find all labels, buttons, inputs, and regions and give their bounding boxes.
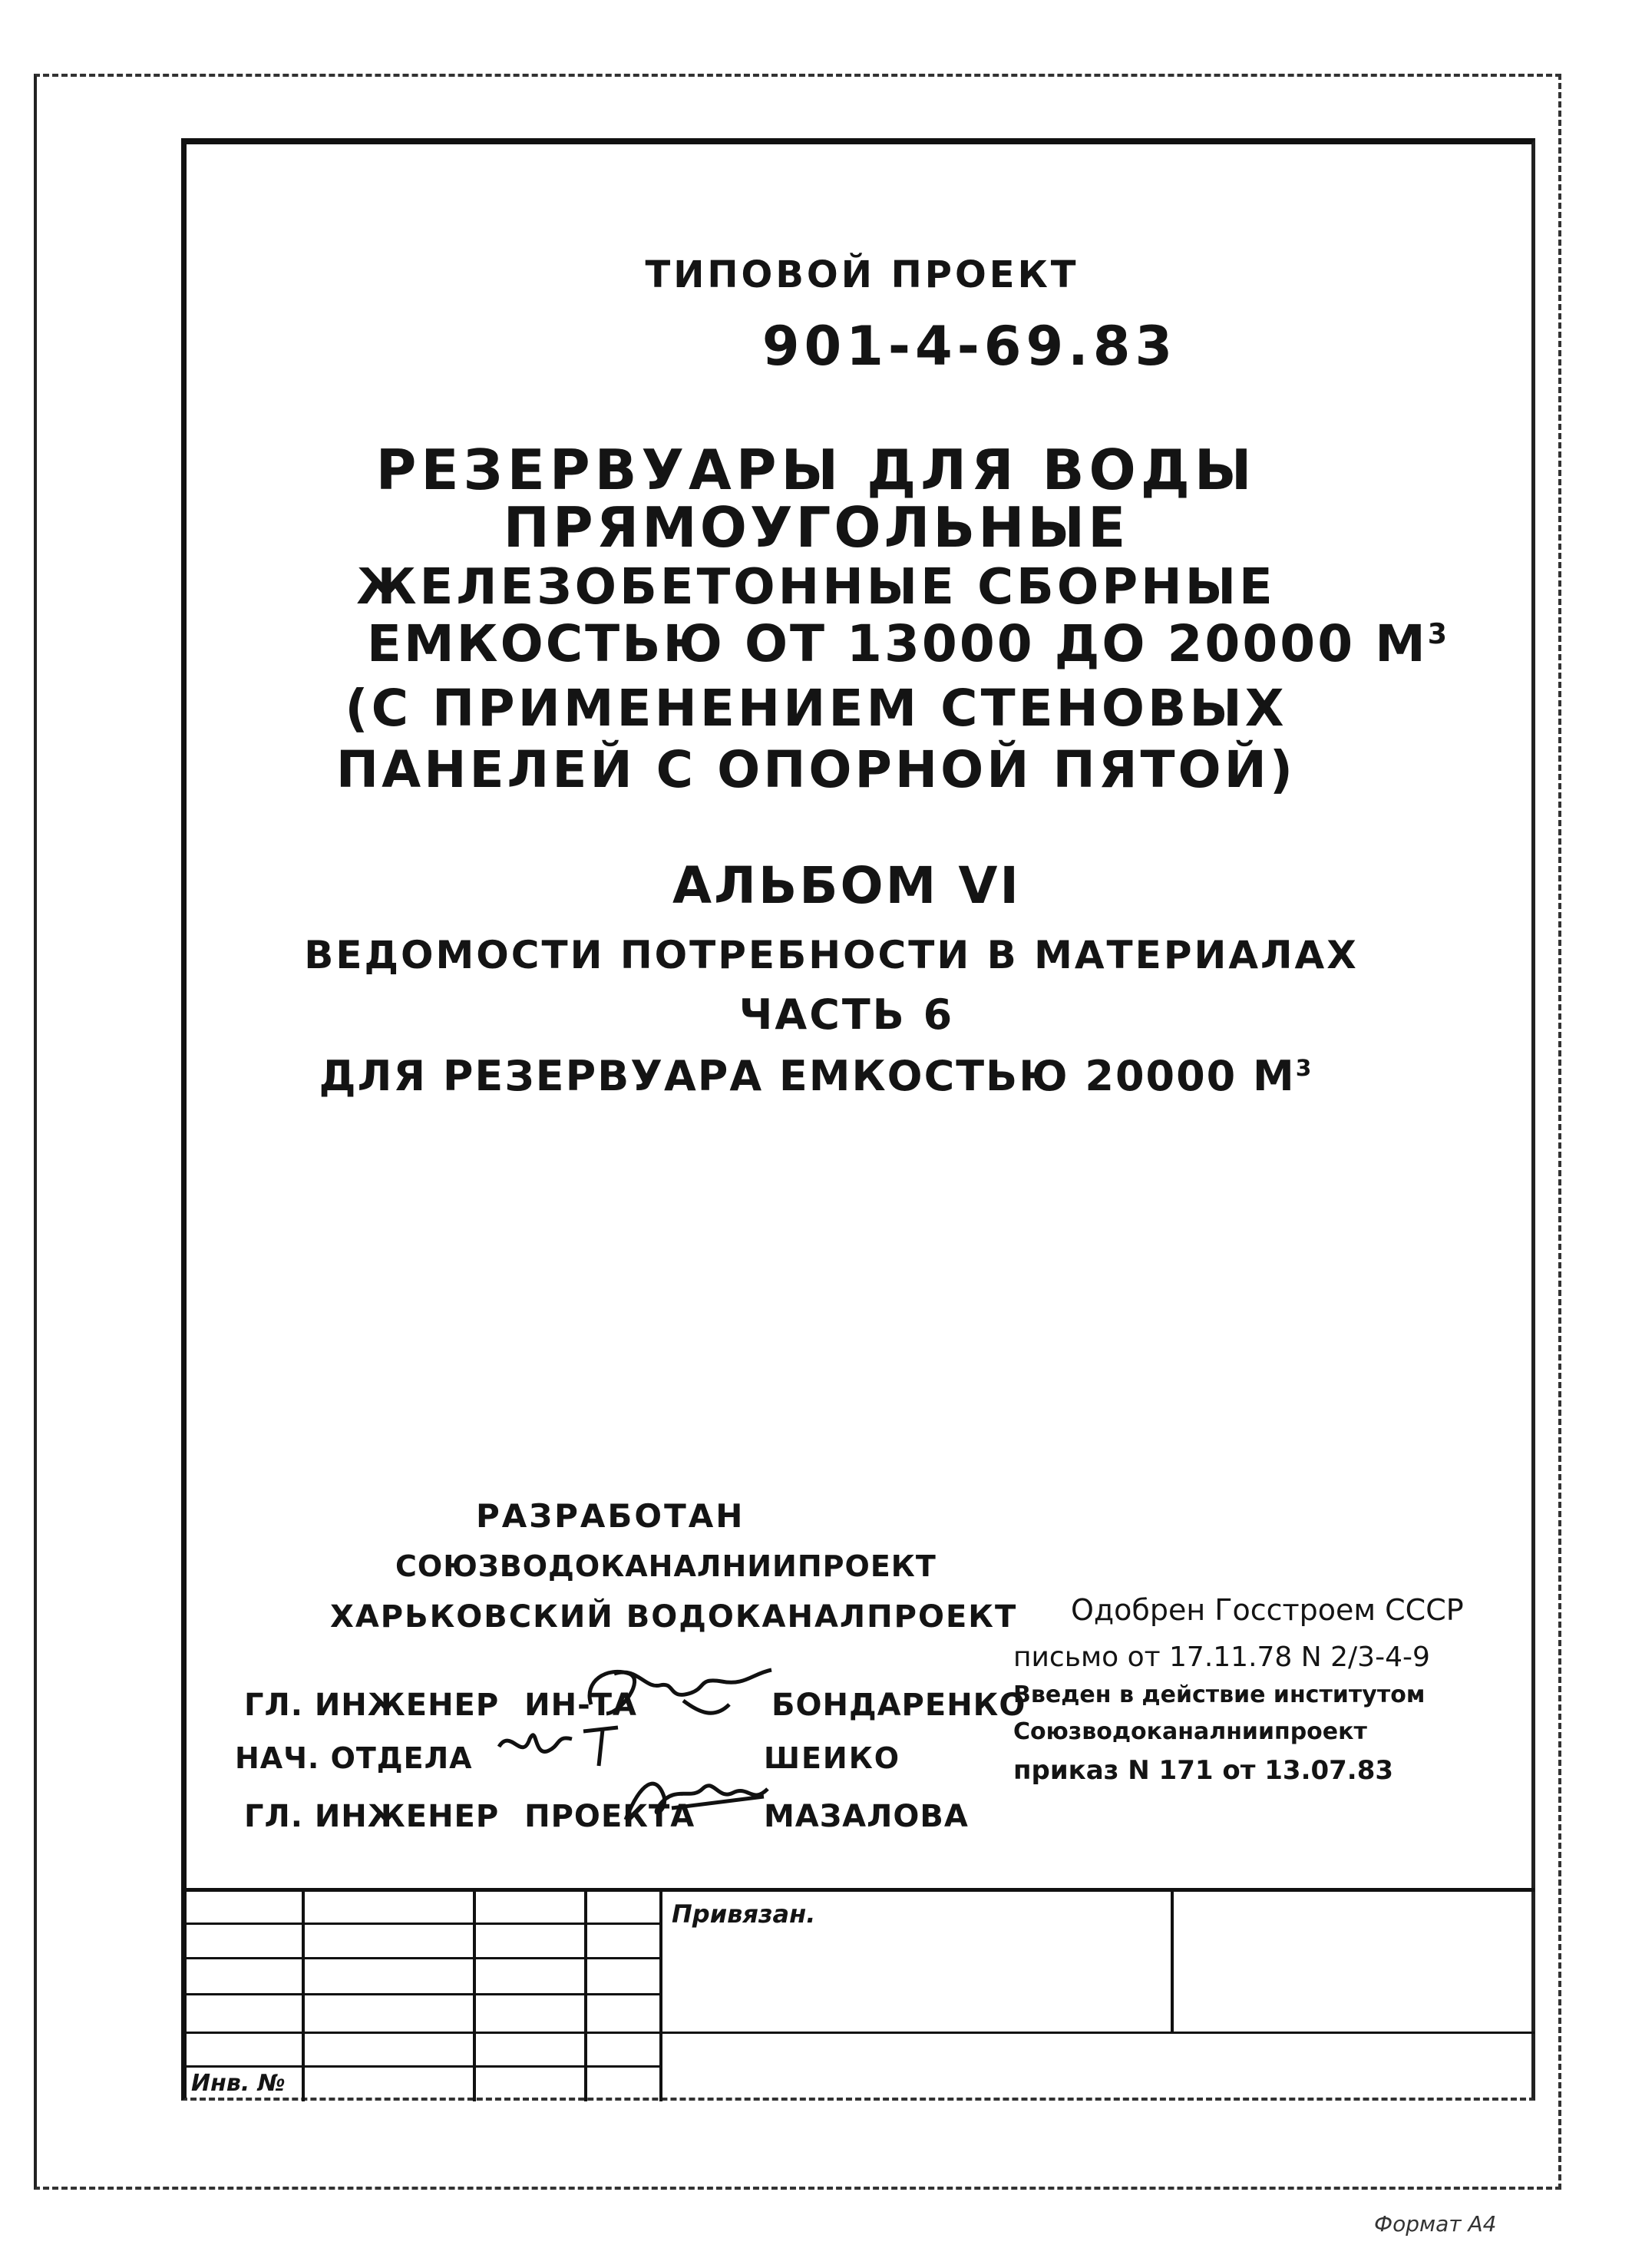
- developer-org-1: СОЮЗВОДОКАНАЛНИИПРОЕКТ: [395, 1549, 937, 1583]
- album-subtitle: ВЕДОМОСТИ ПОТРЕБНОСТИ В МАТЕРИАЛАХ: [304, 933, 1359, 977]
- album-label: АЛЬБОМ VI: [672, 856, 1021, 915]
- title-line-4-text: ЕМКОСТЬЮ ОТ 13000 ДО 20000 М: [366, 614, 1428, 673]
- stamp-col-line: [302, 1892, 305, 2101]
- title-line-2: ПРЯМОУГОЛЬНЫЕ: [503, 495, 1129, 560]
- signatory-3-name: МАЗАЛОВА: [764, 1799, 969, 1834]
- title-line-1: РЕЗЕРВУАРЫ ДЛЯ ВОДЫ: [375, 438, 1257, 502]
- signatory-2-role: [235, 1741, 473, 1775]
- approval-line-3: Введен в действие институтом: [1013, 1681, 1426, 1708]
- stamp-row-line: [187, 1993, 661, 1995]
- album-scope: [0, 1052, 1632, 1100]
- album-scope-superscript: 3: [1295, 1055, 1313, 1082]
- inventory-number-label: Инв. №: [191, 2070, 286, 2097]
- title-line-6: ПАНЕЛЕЙ С ОПОРНОЙ ПЯТОЙ): [335, 740, 1297, 799]
- signature-2-image: [487, 1716, 633, 1777]
- sheet-format-mark: Формат А4: [1374, 2211, 1497, 2237]
- stamp-row-line: [187, 1957, 661, 1959]
- stamp-row-line: [187, 2032, 1535, 2034]
- stamp-row-line: [187, 1923, 661, 1925]
- stamp-col-line: [659, 1892, 662, 2101]
- bound-label: Привязан.: [672, 1899, 816, 1929]
- title-line-3: ЖЕЛЕЗОБЕТОННЫЕ СБОРНЫЕ: [356, 559, 1276, 616]
- title-line-5: (С ПРИМЕНЕНИЕМ СТЕНОВЫХ: [345, 679, 1287, 738]
- signature-3-image: [618, 1766, 779, 1835]
- stamp-table: [187, 1888, 1535, 2101]
- approval-line-1: Одобрен Госстроем СССР: [1071, 1593, 1464, 1627]
- signatory-1-role-right: ИН-ТА: [524, 1688, 637, 1723]
- title-line-4: [0, 614, 1632, 673]
- developer-org-2: ХАРЬКОВСКИЙ ВОДОКАНАЛПРОЕКТ: [330, 1599, 1018, 1635]
- approval-line-5: приказ N 171 от 13.07.83: [1013, 1755, 1394, 1786]
- signatory-3-role-left: ГЛ. ИНЖЕНЕР: [244, 1799, 500, 1834]
- signatory-3-role-right: ПРОЕКТА: [524, 1799, 695, 1834]
- signatory-1-role-left: ГЛ. ИНЖЕНЕР: [244, 1688, 500, 1723]
- approval-line-2: письмо от 17.11.78 N 2/3-4-9: [1013, 1641, 1430, 1673]
- project-number: 901-4-69.83: [761, 315, 1178, 378]
- signatory-1-name: БОНДАРЕНКО: [771, 1688, 1026, 1723]
- stamp-row-line: [187, 2065, 661, 2068]
- stamp-col-line: [1171, 1892, 1174, 2032]
- signatory-2-name: ШЕИКО: [764, 1741, 901, 1775]
- approval-line-4: Союзводоканалниипроект: [1013, 1718, 1367, 1745]
- stamp-col-line: [584, 1892, 587, 2101]
- developer-label: РАЗРАБОТАН: [476, 1497, 745, 1535]
- album-scope-text: ДЛЯ РЕЗЕРВУАРА ЕМКОСТЬЮ 20000 М: [319, 1052, 1296, 1100]
- album-part: ЧАСТЬ 6: [738, 990, 955, 1039]
- project-type: ТИПОВОЙ ПРОЕКТ: [645, 253, 1079, 296]
- signatory-2-role-left: НАЧ. ОТДЕЛА: [235, 1741, 473, 1775]
- stamp-col-line: [473, 1892, 476, 2101]
- title-line-4-superscript: 3: [1427, 617, 1450, 650]
